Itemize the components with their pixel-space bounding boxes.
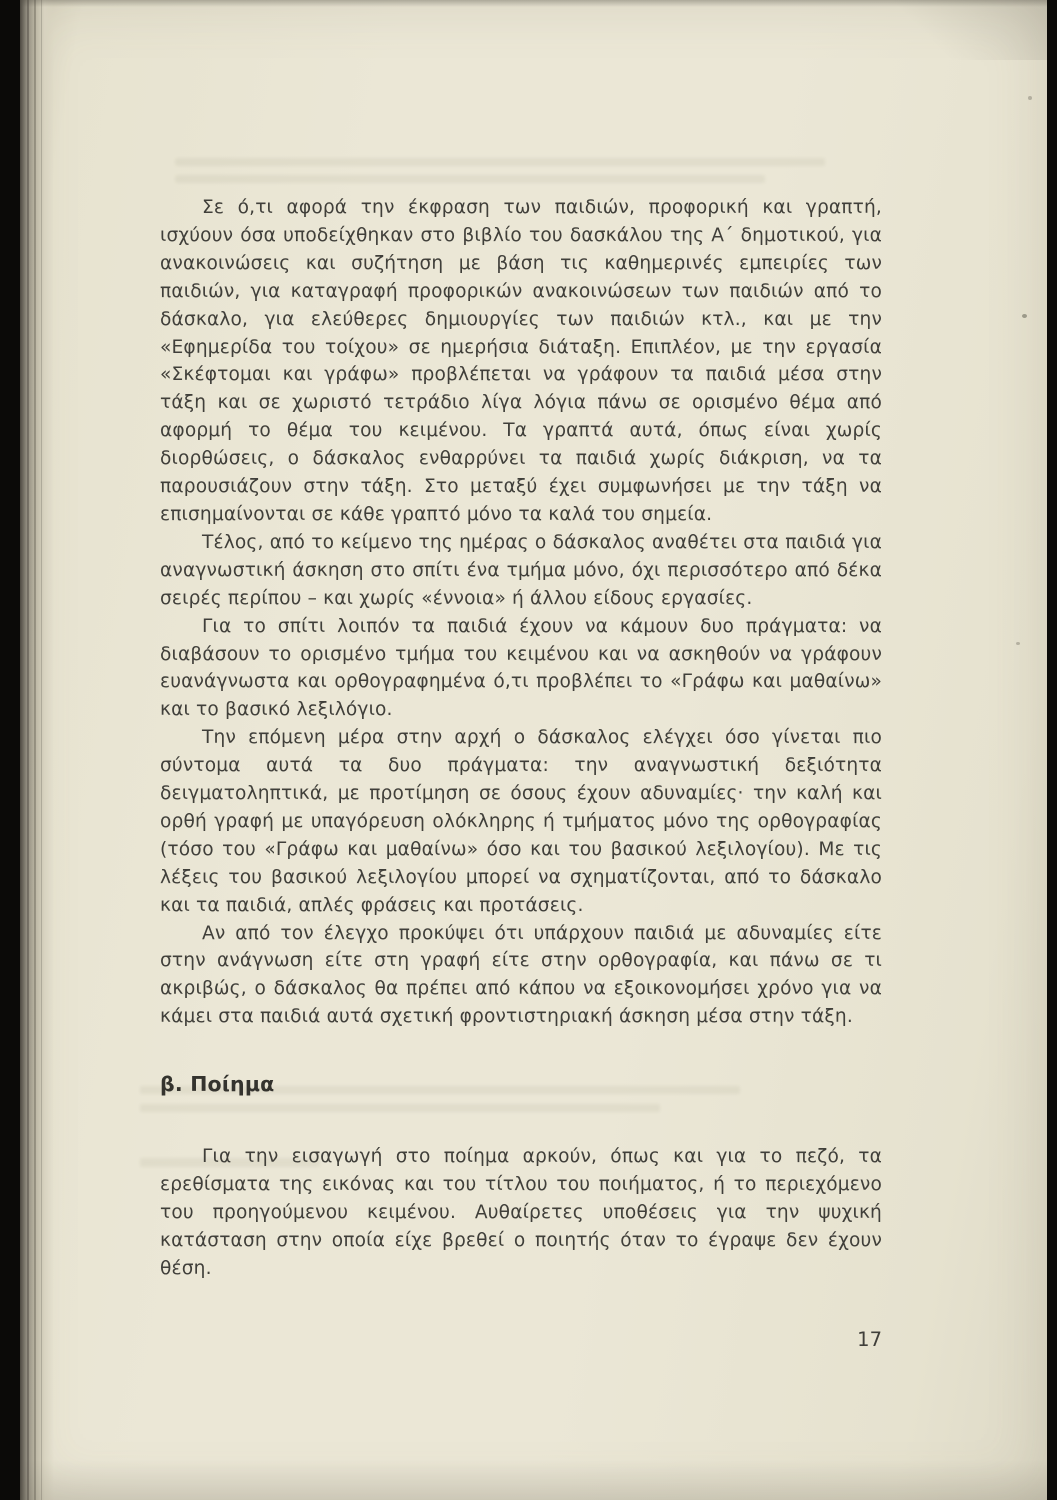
body-paragraph: Τέλος, από το κείμενο της ημέρας ο δάσκαλος αναθέτει στα παιδιά για αναγνωστική άσκηση στο σπίτι ένα τμήμα μόνο, όχι περισσότερο από δέκα σειρές περίπου – και χωρίς «έννοια» ή άλλου είδους εργασίες.: [160, 531, 882, 609]
page-binding-edge: [20, 0, 54, 1500]
bleed-through-artifact: [175, 158, 825, 166]
scan-speck: [1016, 642, 1020, 645]
body-paragraph: Σε ό,τι αφορά την έκφραση των παιδιών, προφορική και γραπτή, ισχύουν όσα υποδείχθηκαν στο βιβλίο του δασκάλου της Α΄ δημοτικού, για ανακοινώσεις και συζήτηση με βάση τις καθημερινές εμπειρίες των παιδιών, για καταγραφή προφορικών ανακοινώσεων των παιδιών από το δάσκαλο, για ελεύθερες δημιουργίες των παιδιών κτλ., και με την «Εφημερίδα του τοίχου» σε ημερήσια διάταξη. Επιπλέον, με την εργασία «Σκέφτομαι και γράφω» προβλέπεται να γράφουν τα παιδιά μέσα στην τάξη και σε χωριστό τετράδιο λίγα λόγια πάνω σε ορισμένο θέμα από αφορμή το θέμα του κειμένου. Τα γραπτά αυτά, όπως είναι χωρίς διορθώσεις, ο δάσκαλος ενθαρρύνει τα παιδιά χωρίς διάκριση, να τα παρουσιάζουν στην τάξη. Στο μεταξύ έχει συμφωνήσει με την τάξη να επισημαίνονται σε κάθε γραπτό μόνο τα καλά του σημεία.: [160, 197, 882, 525]
body-paragraph: Για την εισαγωγή στο ποίημα αρκούν, όπως και για το πεζό, τα ερεθίσματα της εικόνας και του τίτλου του ποιήματος, ή το περιεχόμενο του προηγούμενου κειμένου. Αυθαίρετες υποθέσεις για την ψυχική κατάσταση στην οποία είχε βρεθεί ο ποιητής όταν το έγραψε δεν έχουν θέση.: [160, 1146, 882, 1279]
body-paragraph: Αν από τον έλεγχο προκύψει ότι υπάρχουν παιδιά με αδυναμίες είτε στην ανάγνωση είτε στη γραφή είτε στην ορθογραφία, και πάνω σε τι ακριβώς, ο δάσκαλος θα πρέπει από κάπου να εξοικονομήσει χρόνο για να κάμει στα παιδιά αυτά σχετική φροντιστηριακή άσκηση μέσα στην τάξη.: [160, 922, 882, 1028]
body-paragraph: Την επόμενη μέρα στην αρχή ο δάσκαλος ελέγχει όσο γίνεται πιο σύντομα αυτά τα δυο πράγματα: την αναγνωστική δεξιότητα δειγματοληπτικά, με προτίμηση σε όσους έχουν αδυναμίες· την καλή και ορθή γραφή με υπαγόρευση ολόκληρης ή τμήματος μόνο της ορθογραφίας (τόσο του «Γράφω και μαθαίνω» όσο και του βασικού λεξιλογίου). Με τις λέξεις του βασικού λεξιλογίου μπορεί να σχηματίζονται, από το δάσκαλο και τα παιδιά, απλές φράσεις και προτάσεις.: [160, 727, 882, 916]
body-paragraph: Για το σπίτι λοιπόν τα παιδιά έχουν να κάμουν δυο πράγματα: να διαβάσουν το ορισμένο τμήμα του κειμένου και να ασκηθούν να γράφουν ευανάγνωστα και ορθογραφημένα ό,τι προβλέπει το «Γράφω και μαθαίνω» και το βασικό λεξιλόγιο.: [160, 615, 882, 721]
scan-speck: [1028, 96, 1032, 100]
page-bottom-shadow: [20, 1460, 1047, 1500]
bleed-through-artifact: [175, 175, 765, 183]
page-corner-shadow: [867, 0, 1047, 60]
text-block: [160, 194, 882, 1283]
binding-line: [27, 0, 29, 1500]
binding-line: [41, 0, 42, 1500]
section-heading-poem: β. Ποίημα: [160, 1072, 275, 1097]
page-number: 17: [857, 1328, 882, 1351]
book-page: [20, 0, 1047, 1500]
scan-speck: [1022, 314, 1027, 318]
binding-line: [34, 0, 36, 1500]
